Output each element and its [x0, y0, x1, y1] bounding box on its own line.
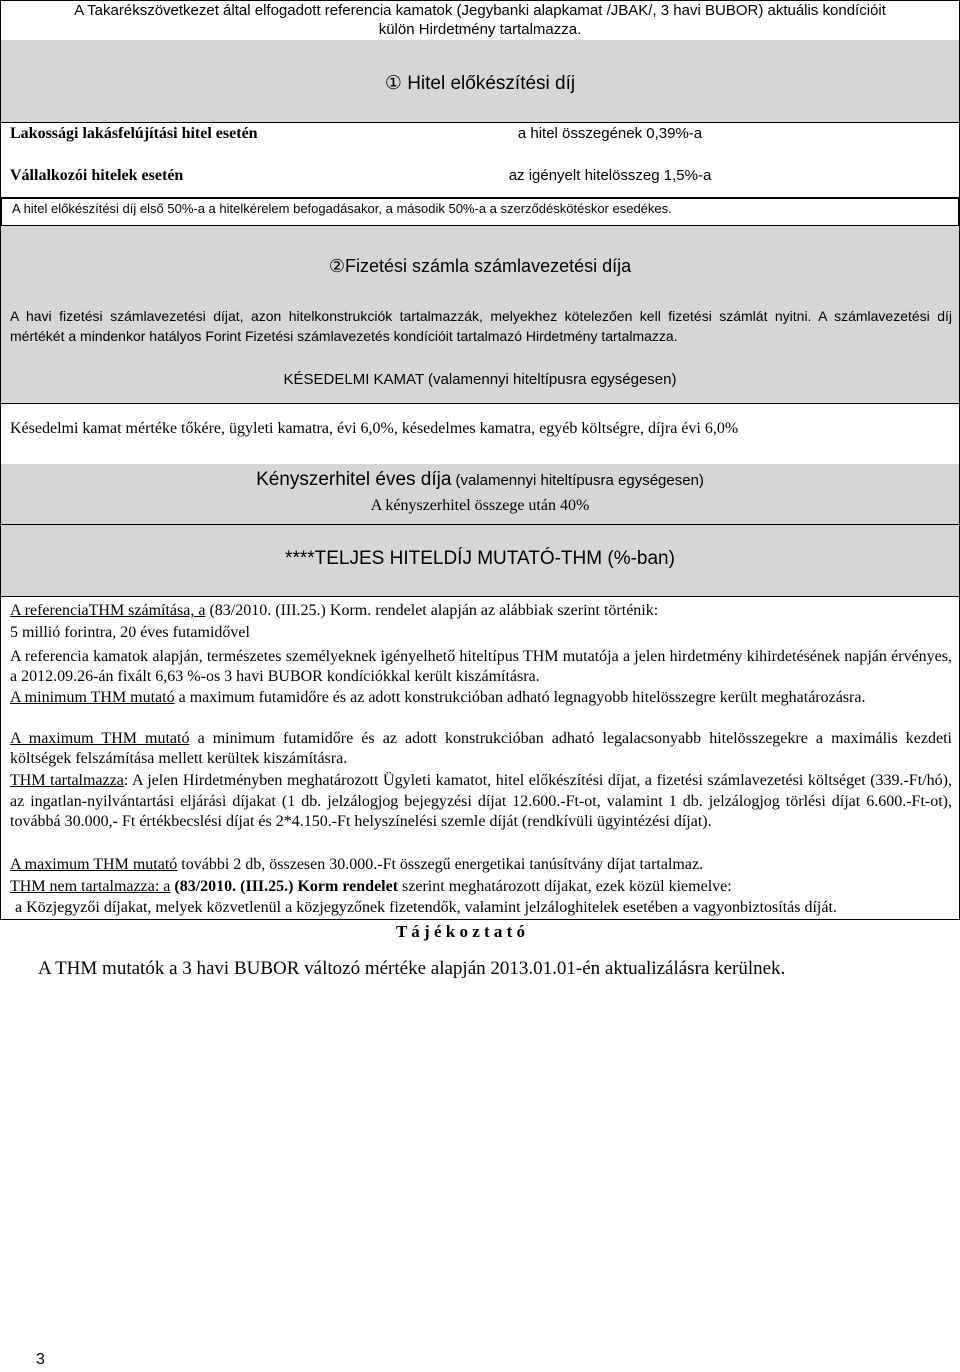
thm-min-para — [10, 688, 952, 708]
thm-max2-label: A maximum THM mutató — [10, 856, 178, 873]
circled-one-icon: ① — [384, 73, 402, 94]
forced-credit-title: Kényszerhitel éves díja — [256, 469, 452, 490]
circled-two-icon: ② — [328, 256, 346, 276]
thm-calc-underlined: A referenciaTHM számítása, a — [10, 602, 206, 619]
reference-rates-note — [0, 0, 960, 42]
thm-max-para — [10, 729, 952, 769]
account-fee-body: A havi fizetési számlavezetési díjat, azon hitelkonstrukciók tartalmazzák, melyekhez kötelezően kell fizetési számlát nyitni. A számlavezetési díj mértékét a mindenkor hatályos Forint Fizetési számlavezetés kondícióit tartalmazó Hirdetmény tartalmazza. — [10, 308, 952, 344]
thm-excludes-decree: (83/2010. (III.25.) Korm rendelet — [174, 878, 399, 895]
account-fee-title: Fizetési számla számlavezetési díja — [345, 256, 632, 276]
thm-calc-line — [10, 601, 950, 621]
thm-calc-rest: (83/2010. (III.25.) Korm. rendelet alapján az alábbiak szerint történik: — [209, 602, 659, 619]
preparation-fee-note: A hitel előkészítési díj első 50%-a a hitelkérelem befogadásakor, a második 50%-a a szerződéskötéskor esedékes. — [12, 201, 672, 216]
thm-max-text: a minimum futamidőre és az adott konstrukcióban adható legalacsonyabb hitelösszegekre a maximális kezdeti költségek felszámítása mellett kerültek kiszámításra. — [10, 730, 952, 767]
thm-basis: 5 millió forintra, 20 éves futamidővel — [10, 624, 250, 641]
late-interest-heading — [0, 370, 960, 390]
late-interest-scope: (valamennyi hiteltípusra egységesen) — [428, 371, 677, 388]
thm-min-label: A minimum THM mutató — [10, 689, 175, 706]
late-interest-body: Késedelmi kamat mértéke tőkére, ügyleti kamatra, évi 6,0%, késedelmes kamatra, egyéb költségre, díjra évi 6,0% — [10, 420, 739, 437]
late-interest-title: KÉSEDELMI KAMAT — [283, 371, 424, 388]
thm-excludes-line2: a Közjegyzői díjakat, melyek közvetlenül a közjegyzőnek fizetendők, valamint jelzáloghitelek esetében a vagyonbiztosítás díját. — [15, 899, 837, 916]
forced-credit-body: A kényszerhitel összege után 40% — [370, 497, 590, 514]
thm-excludes-label: THM nem tartalmazza — [10, 878, 155, 895]
thm-max2-para — [10, 855, 952, 875]
forced-credit-heading — [0, 468, 960, 493]
thm-excludes-para — [10, 877, 952, 897]
preparation-fee-title: Hitel előkészítési díj — [407, 73, 576, 94]
reference-rates-note-line2: külön Hirdetmény tartalmazza. — [378, 21, 582, 38]
thm-max-label: A maximum THM mutató — [10, 730, 190, 747]
thm-heading: ****TELJES HITELDÍJ MUTATÓ-THM (%-ban) — [285, 548, 675, 569]
info-body: A THM mutatók a 3 havi BUBOR változó mértéke alapján 2013.01.01-én aktualizálásra kerülnek. — [38, 958, 786, 979]
preparation-fee-heading — [0, 72, 960, 96]
preparation-fee-row1-label: Lakossági lakásfelújítási hitel esetén — [10, 125, 258, 142]
thm-excludes-text: szerint meghatározott díjakat, ezek közül kiemelve: — [402, 878, 732, 895]
account-fee-heading — [0, 255, 960, 277]
reference-rates-note-line1: A Takarékszövetkezet által elfogadott referencia kamatok (Jegybanki alapkamat /JBAK/, 3 havi BUBOR) aktuális kondícióit — [74, 2, 886, 19]
preparation-fee-row2-value: az igényelt hitelösszeg 1,5%-a — [508, 167, 712, 184]
thm-para1: A referencia kamatok alapján, természetes személyeknek igényelhető hiteltípus THM mutatója a jelen hirdetmény kihirdetésének napján érvényes, a 2012.09.26-án fixált 6,63 %-os 3 havi BUBOR kondíciókkal került kiszámításra. — [10, 648, 952, 685]
forced-credit-scope: (valamennyi hiteltípusra egységesen) — [455, 472, 704, 489]
preparation-fee-row2-label: Vállalkozói hitelek esetén — [10, 167, 184, 184]
thm-includes-text: : A jelen Hirdetményben meghatározott Ügyleti kamatot, hitel előkészítési díjat, a fizetési számlavezetési költséget (339.-Ft/hó), az ingatlan-nyilvántartási eljárási díjakat (1 db. jelzálogjog bejegyzési díjat 12.600.-Ft-ot, valamint 1 db. jelzálogjog törlési díjat 6.600.-Ft-ot), továbbá 30.000,- Ft értékbecslési díjat és 2*4.150.-Ft helyszínelési szemle díját (rendkívüli ügyintézési díjat). — [10, 772, 952, 830]
thm-includes-label: THM tartalmazza — [10, 772, 124, 789]
page-number: 3 — [36, 1351, 45, 1368]
thm-max2-text: további 2 db, összesen 30.000.-Ft összegű energetikai tanúsítvány díjat tartalmaz. — [181, 856, 704, 873]
thm-min-text: a maximum futamidőre és az adott konstrukcióban adható legnagyobb hitelösszegre került meghatározásra. — [178, 689, 866, 706]
preparation-fee-row1-value: a hitel összegének 0,39%-a — [517, 125, 703, 142]
thm-includes-para — [10, 771, 952, 833]
info-heading: T á j é k o z t a t ó — [396, 922, 526, 941]
thm-excludes-mid: : a — [154, 878, 171, 895]
